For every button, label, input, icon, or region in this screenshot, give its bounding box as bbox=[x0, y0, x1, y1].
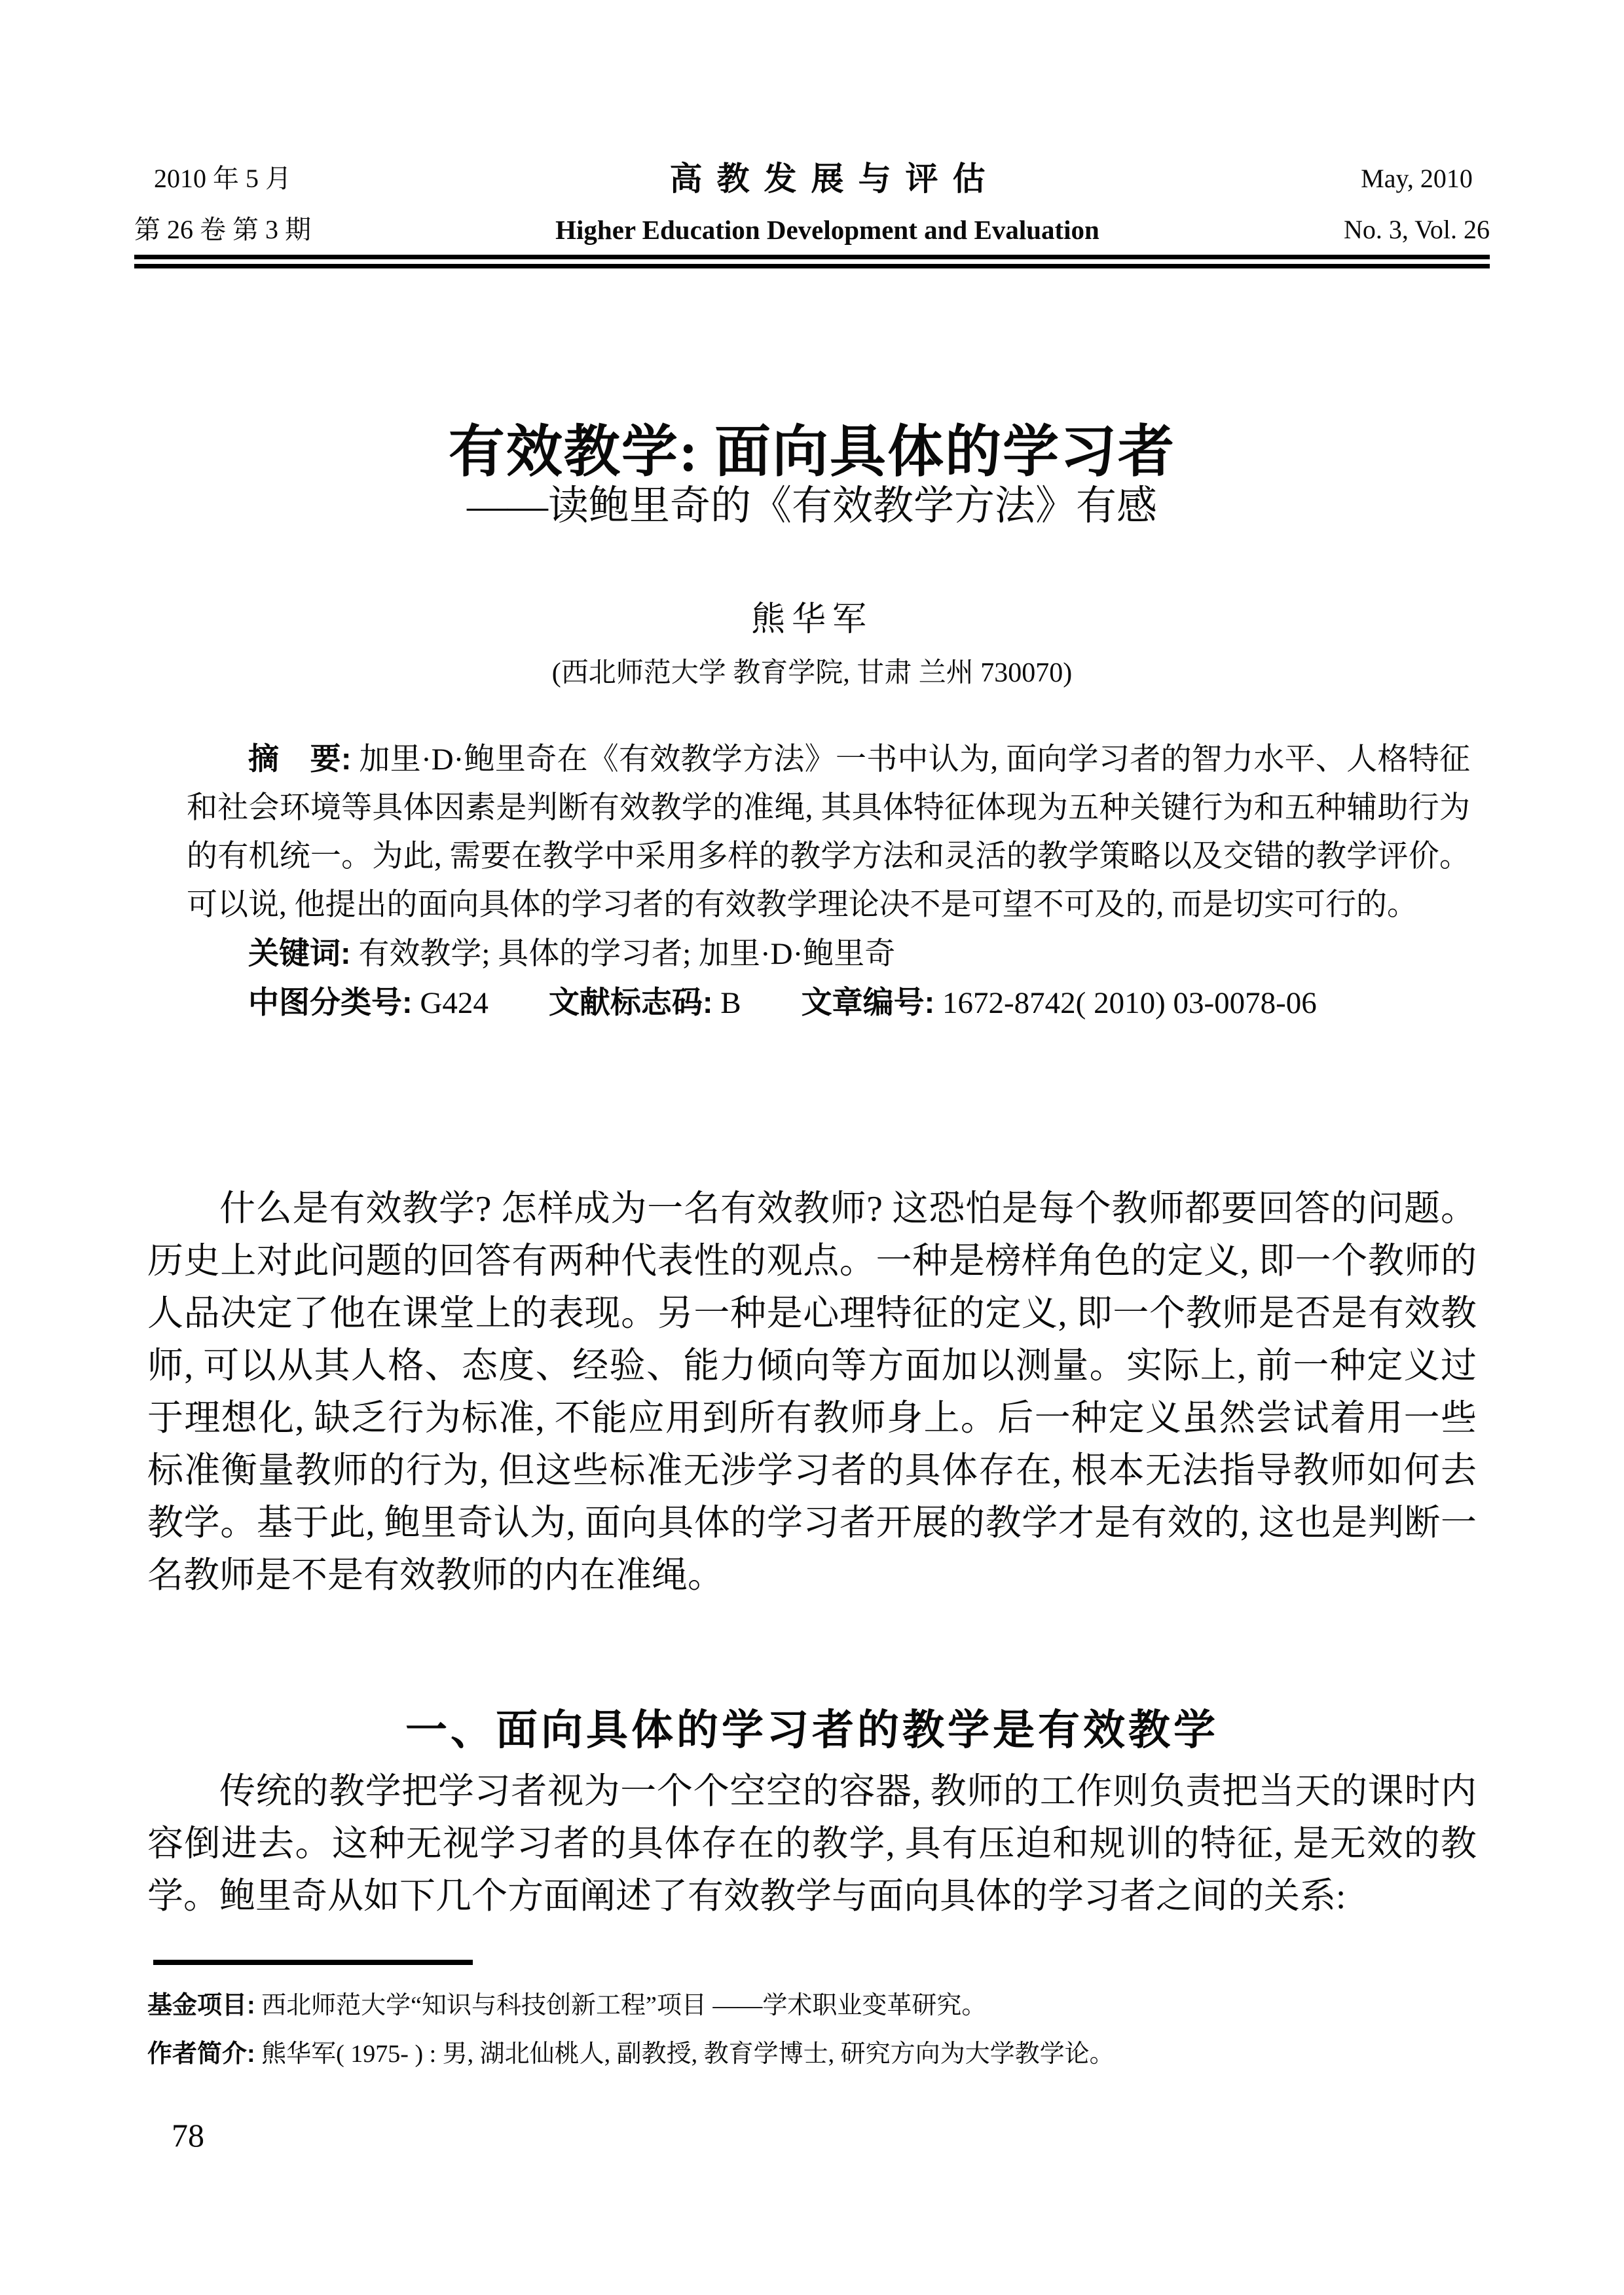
keywords-line bbox=[187, 929, 1470, 978]
journal-title-en: Higher Education Development and Evaluation bbox=[555, 215, 1099, 245]
header-double-rule-top bbox=[134, 255, 1490, 259]
article-id-label: 文章编号: bbox=[801, 985, 935, 1019]
article-subtitle: ——读鲍里奇的《有效教学方法》有感 bbox=[466, 484, 1157, 528]
keywords-label: 关键词: bbox=[248, 936, 351, 970]
section-heading-1: 一、面向具体的学习者的教学是有效教学 bbox=[405, 1707, 1219, 1754]
issue-date-en: May, 2010 bbox=[1361, 164, 1473, 193]
clc-label: 中图分类号: bbox=[248, 985, 413, 1019]
doc-code-label: 文献标志码: bbox=[548, 985, 713, 1019]
issue-date-cn: 2010 年 5 月 bbox=[154, 164, 291, 193]
footnote-block bbox=[147, 1981, 1496, 2078]
issue-number-en: No. 3, Vol. 26 bbox=[1343, 215, 1490, 244]
author-affiliation: (西北师范大学 教育学院, 甘肃 兰州 730070) bbox=[551, 658, 1073, 688]
bio-text: 熊华军( 1975- ) : 男, 湖北仙桃人, 副教授, 教育学博士, 研究方向为大学教学论。 bbox=[261, 2040, 1115, 2068]
article-id-value: 1672-8742( 2010) 03-0078-06 bbox=[942, 986, 1317, 1020]
footnote-fund bbox=[147, 1981, 1496, 2030]
journal-title-cn: 高教发展与评估 bbox=[669, 160, 1000, 197]
classification-line bbox=[187, 978, 1470, 1027]
header-double-rule-bottom bbox=[134, 264, 1490, 268]
fund-text: 西北师范大学“知识与科技创新工程”项目 ——学术职业变革研究。 bbox=[261, 1992, 987, 2019]
keywords-text: 有效教学; 具体的学习者; 加里·D·鲍里奇 bbox=[358, 937, 896, 971]
body-paragraph-2: 传统的教学把学习者视为一个个空空的容器, 教师的工作则负责把当天的课时内容倒进去。这种无视学习者的具体存在的教学, 具有压迫和规训的特征, 是无效的教学。鲍里奇从如下几个方面阐述了有效教学与面向具体的学习者之间的关系: bbox=[147, 1771, 1477, 1916]
abstract-paragraph bbox=[187, 735, 1470, 929]
abstract-label: 摘 要: bbox=[248, 741, 352, 776]
author-name: 熊华军 bbox=[750, 601, 873, 638]
issue-number-cn: 第 26 卷 第 3 期 bbox=[134, 215, 311, 244]
body-paragraph-1: 什么是有效教学? 怎样成为一名有效教师? 这恐怕是每个教师都要回答的问题。历史上对此问题的回答有两种代表性的观点。一种是榜样角色的定义, 即一个教师的人品决定了他在课堂上的表现。另一种是心理特征的定义, 即一个教师是否是有效教师, 可以从其人格、态度、经验、能力倾向等方面加以测量。实际上, 前一种定义过于理想化, 缺乏行为标准, 不能应用到所有教师身上。后一种定义虽然尝试着用一些标准衡量教师的行为, 但这些标准无涉学习者的具体存在, 根本无法指导教师如何去教学。基于此, 鲍里奇认为, 面向具体的学习者开展的教学才是有效的, 这也是判断一名教师是不是有效教师的内在准绳。 bbox=[147, 1188, 1477, 1595]
footnote-rule bbox=[153, 1960, 473, 1965]
doc-code-value: B bbox=[720, 986, 741, 1020]
header-right-column bbox=[1344, 153, 1490, 255]
clc-value: G424 bbox=[420, 986, 489, 1020]
article-title: 有效教学: 面向具体的学习者 bbox=[448, 420, 1176, 483]
header-center-column bbox=[555, 153, 1099, 255]
header-left-column bbox=[134, 153, 311, 255]
page-number: 78 bbox=[172, 2117, 204, 2154]
abstract-block bbox=[187, 735, 1470, 1027]
journal-header bbox=[134, 153, 1490, 255]
fund-label: 基金项目: bbox=[147, 1992, 255, 2019]
abstract-text: 加里·D·鲍里奇在《有效教学方法》一书中认为, 面向学习者的智力水平、人格特征和社会环境等具体因素是判断有效教学的准绳, 其具体特征体现为五种关键行为和五种辅助行为的有机统一。为此, 需要在教学中采用多样的教学方法和灵活的教学策略以及交错的教学评价。可以说, 他提出的面向具体的学习者的有效教学理论决不是可望不可及的, 而是切实可行的。 bbox=[187, 743, 1471, 922]
footnote-bio bbox=[147, 2030, 1496, 2078]
bio-label: 作者简介: bbox=[147, 2040, 255, 2068]
